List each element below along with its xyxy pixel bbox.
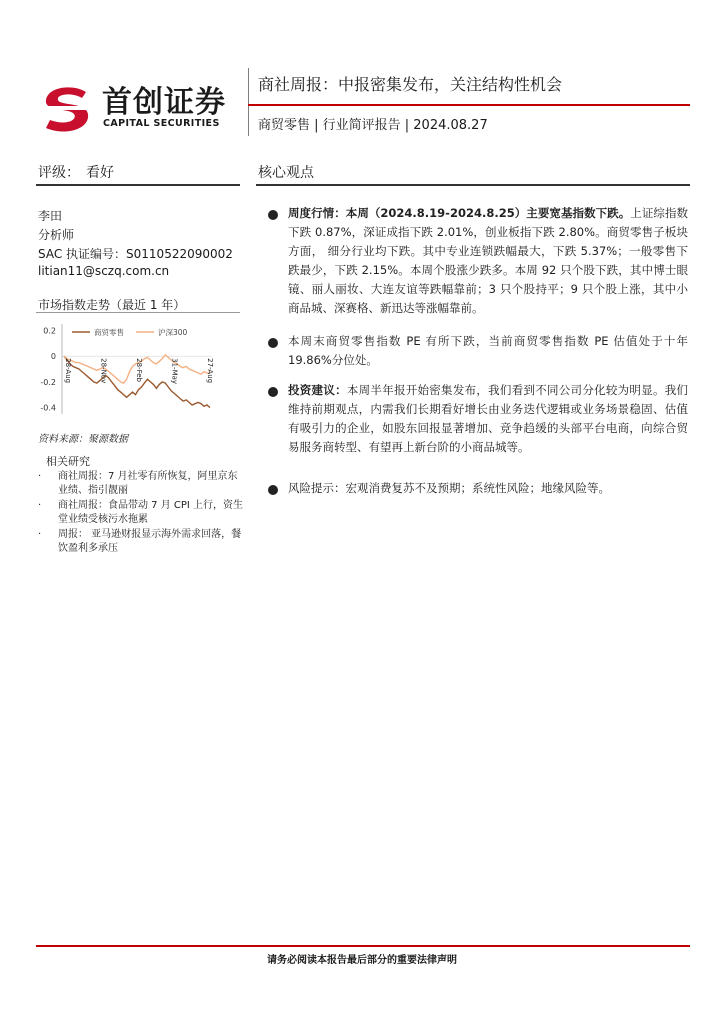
- weekly-market-paragraph: [288, 204, 688, 318]
- header-red-rule: [248, 104, 690, 106]
- report-title: 商社周报：中报密集发布，关注结构性机会: [258, 75, 563, 94]
- investment-advice-body: 本周半年报开始密集发布，我们看到不同公司分化较为明显。我们维持前期观点，内需我们长期看好增长由业务迭代逻辑或业务场景稳固、估值有吸引力的企业，如股东回报显著增加、竞争趋缓的头部平台电商，向综合贸易服务商转型、有望再上新台阶的小商品城等。: [288, 383, 689, 454]
- bullet-dot: ·: [38, 500, 42, 511]
- related-item-text: 商社周报：食品带动 7 月 CPI 上行，资生堂业绩受核污水拖累: [58, 500, 244, 525]
- x-tick-label: 31-May: [170, 358, 179, 385]
- pe-valuation-paragraph: 本周末商贸零售指数 PE 有所下跌，当前商贸零售指数 PE 估值处于十年 19.86%分位处。: [288, 334, 688, 367]
- risk-warning-paragraph: 风险提示：宏观消费复苏不及预期；系统性风险；地缘风险等。: [288, 481, 610, 495]
- bullet-dot: [268, 210, 278, 220]
- y-tick-label: -0.4: [40, 403, 56, 413]
- related-item-text: 商社周报：7 月社零有所恢复，阿里京东业绩、指引靓丽: [58, 471, 238, 496]
- analyst-role: 分析师: [38, 228, 75, 242]
- chart-source: 资料来源：聚源数据: [38, 434, 128, 445]
- capital-securities-logo-icon: [40, 86, 92, 132]
- bullet-dot: ·: [38, 529, 42, 540]
- investment-advice-paragraph: [288, 381, 688, 457]
- report-subtitle: 商贸零售 | 行业简评报告 | 2024.08.27: [258, 118, 488, 133]
- legend-label: 商贸零售: [94, 328, 124, 337]
- y-tick-label: 0.2: [43, 326, 56, 336]
- analyst-email: litian11@sczq.com.cn: [38, 264, 170, 278]
- rating-value: 看好: [86, 165, 114, 181]
- related-item[interactable]: [38, 528, 242, 558]
- weekly-market-lead: 周度行情：本周（2024.8.19-2024.8.25）主要宽基指数下跌。: [288, 206, 631, 220]
- market-index-chart: [36, 314, 240, 426]
- y-tick-label: 0: [50, 352, 56, 362]
- rating: [38, 162, 114, 182]
- footer-red-rule: [36, 945, 690, 947]
- analyst-sac: SAC 执证编号：S0110522090002: [38, 247, 233, 261]
- header-divider: [248, 68, 249, 136]
- y-tick-label: -0.2: [40, 377, 56, 387]
- bullet-dot: ·: [38, 471, 42, 482]
- x-tick-label: 27-Aug: [206, 358, 214, 384]
- bullet-dot: [268, 387, 278, 397]
- rating-rule: [36, 184, 240, 186]
- investment-advice-lead: 投资建议：: [288, 383, 347, 397]
- chart-top-rule: [36, 312, 240, 313]
- x-tick-label: 28-Feb: [135, 358, 143, 382]
- bullet-dot: [268, 485, 278, 495]
- core-view-rule: [256, 184, 690, 186]
- rating-label: 评级：: [38, 165, 80, 181]
- core-view-heading: 核心观点: [258, 165, 314, 181]
- brand-name-en: CAPITAL SECURITIES: [103, 118, 220, 129]
- legend-label: 沪深300: [158, 328, 188, 337]
- x-tick-label: 28-Aug: [64, 358, 72, 384]
- analyst-name: 李田: [38, 209, 63, 223]
- related-item[interactable]: [38, 499, 242, 529]
- related-item-text: 周报： 亚马逊财报显示海外需求回落，餐饮盈利多承压: [58, 529, 242, 554]
- bullet-dot: [268, 338, 278, 348]
- brand-name-cn: 首创证券: [102, 85, 226, 120]
- weekly-market-body: 上证综指数下跌 0.87%，深证成指下跌 2.01%，创业板指下跌 2.80%。商贸零售子板块方面， 细分行业均下跌。其中专业连锁跌幅最大，下跌 5.37%；一般零售下跌最少，下跌 2.15%。本周个股涨少跌多。本周 92 只个股下跌，其中博士眼镜、丽人丽妆、大连友谊等跌幅靠前；3 只个股持平；9 只个股上涨，其中小商品城、深赛格、新迅达等涨幅靠前。: [288, 206, 688, 315]
- chart-title: 市场指数走势（最近 1 年）: [38, 298, 186, 312]
- related-research-title: 相关研究: [46, 455, 90, 468]
- legal-disclaimer-footer: 请务必阅读本报告最后部分的重要法律声明: [267, 955, 457, 966]
- x-tick-label: 28-Nov: [99, 358, 108, 384]
- related-item[interactable]: [38, 470, 242, 500]
